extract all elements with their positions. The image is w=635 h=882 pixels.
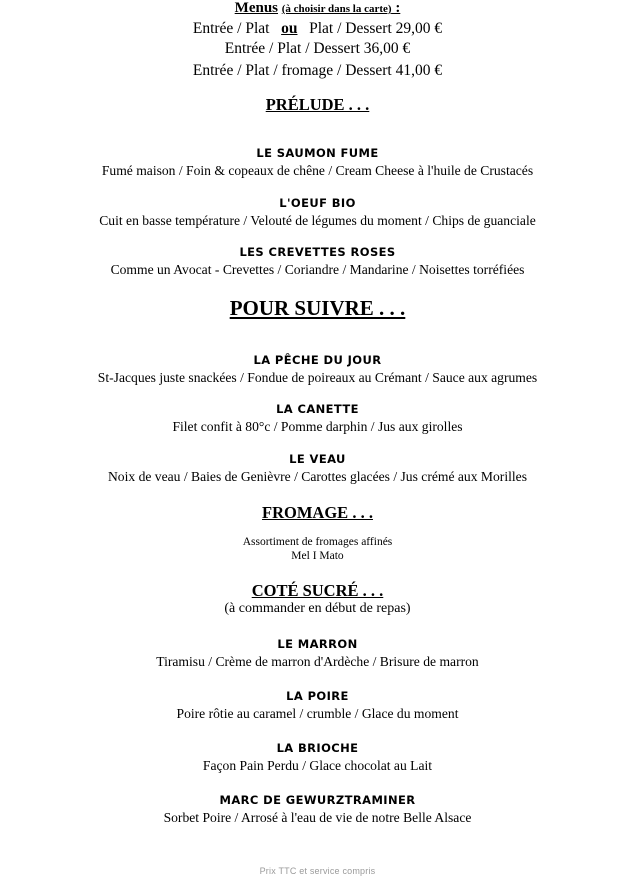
dish-description: Filet confit à 80°c / Pomme darphin / Jus aux girolles <box>172 419 463 434</box>
dish-name: L'OEUF BIO <box>279 196 356 210</box>
formula-2: Entrée / Plat / Dessert 36,00 € <box>224 40 411 57</box>
dish-description: Fumé maison / Foin & copeaux de chêne / Cream Cheese à l'huile de Crustacés <box>101 163 534 178</box>
cote-sucre-note: (à commander en début de repas) <box>224 601 411 616</box>
formula-1-right: Plat / Dessert 29,00 € <box>309 20 443 37</box>
dish-name: LE VEAU <box>289 452 346 466</box>
formula-1-left: Entrée / Plat <box>192 20 270 37</box>
dish-name: LE MARRON <box>277 637 358 651</box>
section-title-prelude: PRÉLUDE . . . <box>265 95 370 114</box>
dish-name: LE SAUMON FUME <box>256 146 379 160</box>
section-title-fromage: FROMAGE . . . <box>262 503 373 522</box>
footer-price-note: Prix TTC et service compris <box>259 866 376 876</box>
menus-heading <box>0 0 635 17</box>
dish-name: LA PÊCHE DU JOUR <box>253 353 382 367</box>
dish-description: Façon Pain Perdu / Glace chocolat au Lait <box>202 758 433 773</box>
menus-title-colon: : <box>391 0 401 16</box>
dish-description: Tiramisu / Crème de marron d'Ardèche / Brisure de marron <box>156 654 479 669</box>
fromage-assortment: Assortiment de fromages affinés <box>242 536 393 548</box>
section-title-pour-suivre: POUR SUIVRE . . . <box>229 296 406 320</box>
dish-name: LA CANETTE <box>276 402 359 416</box>
fromage-producer: Mel I Mato <box>291 550 344 562</box>
dish-description: Poire rôtie au caramel / crumble / Glace du moment <box>176 706 459 721</box>
dish-description: St-Jacques juste snackées / Fondue de poireaux au Crémant / Sauce aux agrumes <box>97 370 538 385</box>
menus-title: Menus <box>234 0 279 16</box>
formula-3: Entrée / Plat / fromage / Dessert 41,00 € <box>192 62 443 79</box>
menus-title-note: (à choisir dans la carte) <box>281 3 392 15</box>
dish-name: MARC DE GEWURZTRAMINER <box>219 793 416 807</box>
formula-1-ou: ou <box>281 20 298 37</box>
dish-name: LES CREVETTES ROSES <box>239 245 396 259</box>
formula-1 <box>0 20 635 38</box>
section-title-cote-sucre: COTÉ SUCRÉ . . . <box>251 581 384 600</box>
dish-description: Noix de veau / Baies de Genièvre / Carottes glacées / Jus crémé aux Morilles <box>107 469 527 484</box>
dish-description: Sorbet Poire / Arrosé à l'eau de vie de notre Belle Alsace <box>163 810 472 825</box>
dish-name: LA BRIOCHE <box>276 741 359 755</box>
dish-description: Comme un Avocat - Crevettes / Coriandre / Mandarine / Noisettes torréfiées <box>110 262 525 277</box>
dish-description: Cuit en basse température / Velouté de légumes du moment / Chips de guanciale <box>99 213 536 228</box>
dish-name: LA POIRE <box>286 689 349 703</box>
